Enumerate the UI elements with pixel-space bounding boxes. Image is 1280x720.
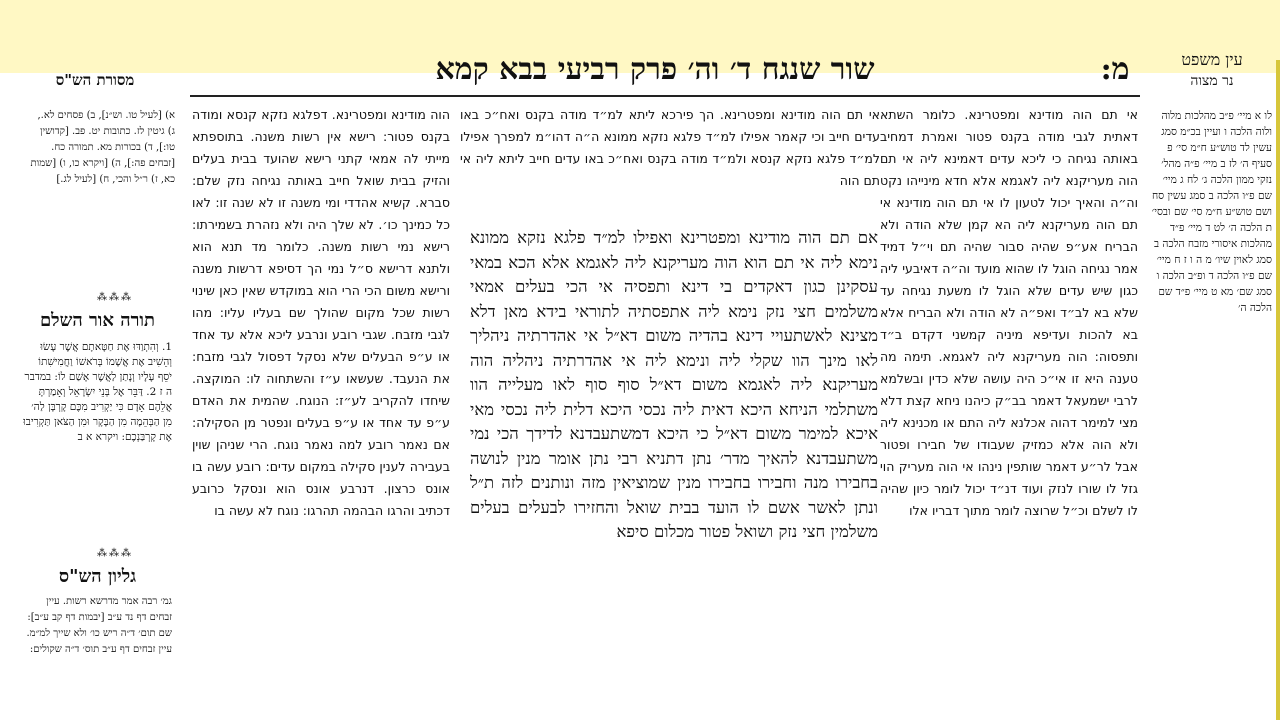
gemara-text: אם תם הוה מודינא ומפטרינא ואפילו למ״ד פלגא נזקא ממונא נימא ליה אי תם הוא הוה מעריקנא ליה לאגמא אלא הכא במאי עסקינן כגון דאקדים בי דינא ותפסיה אי הכי בעלים אמאי משלמים חצי נזק נימא ליה אתפסתיה לתוראי בידא מאן דלא מצינא לאשתעויי דינא בהדיה משום דא״ל אי אהדרתיה ניהליך לאו מינך הוו שקלי ליה ונימא ליה אי אהדרתיה ניהליה הוה מעריקנא ליה לאגמא משום דא״ל סוף סוף לאו מעלייה הוו משתלמי הניחא היכא דאית ליה נכסי היכא דלית ליה נכסי מאי איכא למימר משום דא״ל כי היכא דמשתעבדנא לדידך הכי נמי משתעבדנא להאיך מדר׳ נתן דתניא רבי נתן אומר מנין לנושה בחבירו מנה וחבירו בחבירו מנין שמוציאין מזה ונותנים לזה ת״ל ונתן לאשר אשם לו הועד בבית שואל והחזירו לבעלים בעלים משלמין חצי נזק ושואל פטור מכלום סיפא	[470, 228, 878, 541]
margin-border	[1276, 60, 1280, 720]
page-title: שור שנגח ד׳ וה׳ פרק רביעי בבא קמא	[435, 52, 875, 87]
tosafos-top-text: אי תם הוה מודינא ומפטרינא. הך פירכא ליתא למ״ד מודה בקנס ואח״כ באו עדים חייב וכי קאמר אפילו למ״ד פלגא נזקא ממונא ה״ה דהו״מ למפרך אפילו למ״ד פלגא נזקא קנסא ולמ״ד מודה בקנס ואח״כ באו עדים חייב ליתא ליה אי תם הוה	[460, 107, 880, 188]
folio-number: מ:	[1100, 52, 1130, 87]
ornament-divider: ⁂⁂⁂	[97, 292, 133, 303]
torah-or-text: 1. וְהִתְוַדּוּ אֶת חַטָּאתָם אֲשֶׁר עָשׂוּ וְהֵשִׁיב אֶת אֲשָׁמוֹ בְּרֹאשׁוֹ וַחֲמִישִׁתוֹ יֹסֵף עָלָיו וְנָתַן לַאֲשֶׁר אָשַׁם לוֹ: במדבר ה ז 2. דַּבֵּר אֶל בְּנֵי יִשְׂרָאֵל וְאָמַרְתָּ אֲלֵהֶם אָדָם כִּי יַקְרִיב מִכֶּם קָרְבָּן לַה׳ מִן הַבְּהֵמָה מִן הַבָּקָר וּמִן הַצֹּאן תַּקְרִיבוּ אֶת קָרְבַּנְכֶם: ויקרא א ב	[23, 341, 172, 443]
header-rule	[190, 95, 1140, 97]
ner-mitzvah-title: נר מצוה	[1190, 73, 1234, 89]
gilyon-title: גליון הש"ס	[58, 566, 137, 587]
gilyon-text: גמ׳ רבה אמר מדרשא רשות. עיין זבחים דף נד ע״ב [יבמות דף קב ע״ב]: שם תום׳ ד״ה ריש כו׳ ולא שייך למ״מ. עיין זבחים דף ע״ב תוס׳ ד״ה שקולים:	[26, 596, 172, 655]
ein-mishpat-title: עין משפט	[1181, 50, 1243, 69]
ornament-divider: ⁂⁂⁂	[97, 548, 133, 559]
torah-or-title: תורה אור השלם	[39, 310, 156, 331]
masores-text: א) [לעיל טו. וש״נ], ב) פסחים לא., ג) גיטין לז. כתובות יט. פב. [קדושין טו:], ד) בכורות מא. תמורה כח. [זבחים פה:], ה) [ויקרא כו, ו) [שמות כא, ז) ר״ל והכי, ח) [לעיל לג.]	[30, 110, 175, 185]
tosafos-text: הוה מודינא ומפטרינא. דפלגא נזקא קנסא ומודה בקנס פטור: רישא אין רשות משנה. בתוספתא מייתי לה אמאי קתני רישא שהועד בבית בעלים והזיק בבית שואל חייב באותה נגיחה נזק שלם: סברא. קשיא אהדדי ומי משנה זו לא שנה זו: לאו כל כמינך כו׳. לא שלך היה ולא נזהרת בשמירתו: רישא נמי רשות משנה. כלומר מד תנא הוא ולתנא דרישא ס״ל נמי הך דסיפא דרשות משנה ורישא משום הכי הרי הוא במוקדש שאין כאן שינוי רשות שכל מקום שהולך שם בעליו עליו: מהו לגבי מזבח. שגבי רובע ונרבע ליכא אלא עד אחד או ע״פ הבעלים שלא נסקל דפסול לגבי מזבח: את הנעבד. שעשאו ע״ז והשתחוה לו: המוקצה. שיחדו להקריב לע״ז: הנוגח. שהמית את האדם ע״פ עד אחד או ע״פ בעלים ונפטר מן הסקילה: אם נאמר רובע למה נאמר נוגח. הרי שניהן שוין בעבירה לענין סקילה במקום עדים: רובע עשה בו אונס כרצון. דנרבע אונס הוא ונסקל כרובע דכתיב והרגו הבהמה תהרגו: נוגח לא עשה בו	[192, 107, 450, 518]
ein-mishpat-text: לו א מיי׳ פ״ב מהלכות מלוה ולוה הלכה ו ועיין בכ״מ סמג עשין לד טוש״ע ח״מ סי׳ פ סעיף ה׳ לז ב מיי׳ פ״ה מהל׳ נזקי ממון הלכה ג׳ לח ג מיי׳ שם פ״ו הלכה ב סמג עשין סח ושם טוש״ע ח״מ סי׳ שם ובסי׳ ת הלכה ה׳ לט ד מיי׳ פ״ד מהלכות איסורי מזבח הלכה ב סמג לאוין שיו׳ מ ה ו ז ח מיי׳ שם פ״ו הלכה ד ופ״ב הלכה ו סמג שם׳ מא ט מיי׳ פ״ד שם הלכה ה׳	[1151, 110, 1272, 314]
rashi-text: אי תם הוה מודינא ומפטרינא. כלומר השתא דאתית לגבי מודה בקנס פטור ואמרת דמחיב באותה נגיחה כי ליכא עדים דאמינא ליה אי תם הוה מעריקנא ליה לאגמא אלא חדא מינייהו נקט וה״ה והאיך יכול לטעון לו אי תם הוה מודינא אי תם הוה מעריקנא ליה הא קמן שלא הודה ולא הבריח אע״פ שהיה סבור שהיה תם וי״ל דמיד אמר נגיחה הוגל לו שהוא מועד וה״ה דאיבעי ליה כגון שיש עדים שלא הוגל לו משעת נגיחה עד שלא בא לב״ד ואפ״ה לא הודה ולא הבריח אלא בא להכות ועדיפא מיניה קמשני דקדם ב״ד ותפסוה: הוה מעריקנא ליה לאגמא. תימה מה טענה היא זו אי״כ היה עושה שלא כדין ובשלמא לרבי ישמעאל דאמר בב״ק כיהנו ניחא קצת דלא מצי למימר דהוה אכלנא ליה התם או מכנינא ליה ולא הוה אלא כמזיק שעבודו של חבירו ופטור אבל לר״ע דאמר שותפין נינהו אי הוה מעריק הוי גזל לו שורו לנזק ועוד דנ״ד יכול לומר כיון שהיה לו לשלם וכ״ל שרוצה לומר מתוך דבריו אלו	[880, 107, 1138, 518]
masores-title: מסורת הש"ס	[55, 71, 135, 89]
